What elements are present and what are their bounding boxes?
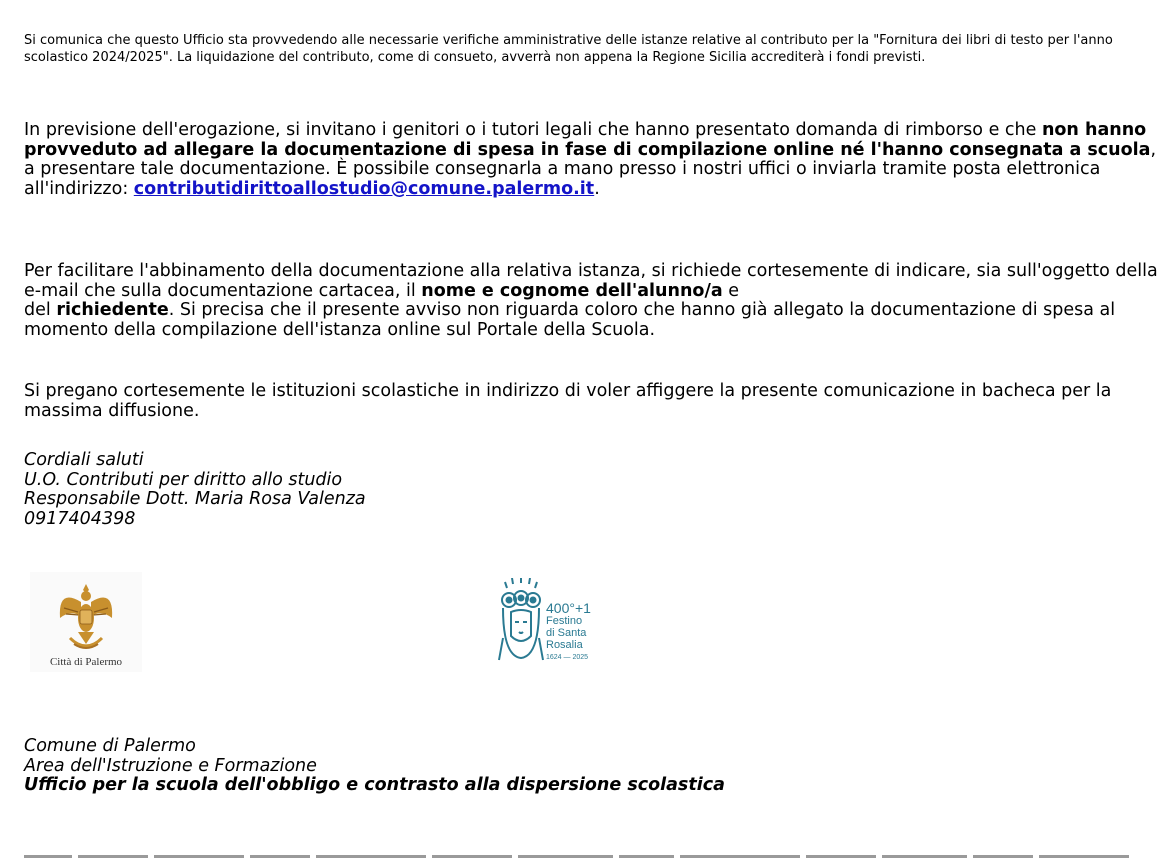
paragraph-matching-instructions: [24, 262, 1159, 340]
festino-line4: Rosalia: [546, 639, 583, 651]
footer-area: Area dell'Istruzione e Formazione: [24, 755, 317, 776]
santa-rosalia-icon: [497, 578, 545, 664]
festino-years: 1624 — 2025: [546, 654, 589, 661]
p2-text-c: del: [24, 300, 57, 320]
p1-text-a: In previsione dell'erogazione, si invitano i genitori o i tutori legali che hanno presentato domanda di rimborso e che: [24, 120, 1042, 140]
footer-org: Comune di Palermo: [24, 736, 196, 756]
intro-notice: Si comunica che questo Ufficio sta provvedendo alle necessarie verifiche amministrative delle istanze relative al contributo per la "Fornitura dei libri di testo per l'anno scolastico 2024/2025". La liquidazione del contributo, come di consueto, avverrà non appena la Regione Sicilia accrediterà i fondi previsti.: [24, 33, 1113, 65]
p1-end: .: [594, 178, 600, 199]
citta-di-palermo-logo: [30, 572, 142, 672]
festino-santa-rosalia-logo: [497, 578, 607, 668]
signature-block: [24, 451, 366, 529]
festino-line2: Festino: [546, 615, 583, 627]
p2-bold-student: nome e cognome dell'alunno/a: [421, 280, 723, 301]
p2-text-a: Per facilitare l'abbinamento della documentazione alla relativa istanza, si richiede cortesemente di indicare, sia sull'oggetto della e-mail che sulla documentazione cartacea, il: [24, 261, 1158, 301]
p1-bold: non hanno provveduto ad allegare la documentazione di spesa in fase di compilazione online né l'hanno consegnata a scuola: [24, 120, 1151, 160]
signature-responsible: Responsabile Dott. Maria Rosa Valenza: [24, 489, 366, 509]
cut-off-text-line: [24, 852, 1144, 859]
p1-text-c: all'indirizzo:: [24, 178, 134, 199]
p1-text-b: , a presentare tale documentazione. È possibile consegnarla a mano presso i nostri uffici o inviarla tramite posta elettronica: [24, 139, 1157, 179]
p2-text-b: e: [722, 280, 739, 301]
signature-greeting: Cordiali saluti: [24, 450, 144, 470]
city-caption: Città di Palermo: [49, 656, 123, 668]
footer-office: Ufficio per la scuola dell'obbligo e contrasto alla dispersione scolastica: [24, 775, 725, 795]
eagle-icon: [56, 580, 116, 656]
signature-phone: 0917404398: [24, 508, 136, 529]
paragraph-documentation-request: [24, 121, 1159, 199]
paragraph-schools-request: Si pregano cortesemente le istituzioni scolastiche in indirizzo di voler affiggere la presente comunicazione in bacheca per la massima diffusione.: [24, 381, 1112, 421]
email-link[interactable]: contributidirittoallostudio@comune.palermo.it: [133, 178, 595, 199]
festino-title: 400°+1: [546, 600, 591, 616]
footer-block: [24, 737, 725, 796]
signature-unit: U.O. Contributi per diritto allo studio: [24, 469, 343, 490]
p2-text-d: . Si precisa che il presente avviso non riguarda coloro che hanno già allegato la documentazione di spesa al momento della compilazione dell'istanza online sul Portale della Scuola.: [24, 300, 1116, 340]
festino-line3: di Santa: [546, 627, 587, 639]
p2-bold-applicant: richiedente: [56, 300, 169, 320]
